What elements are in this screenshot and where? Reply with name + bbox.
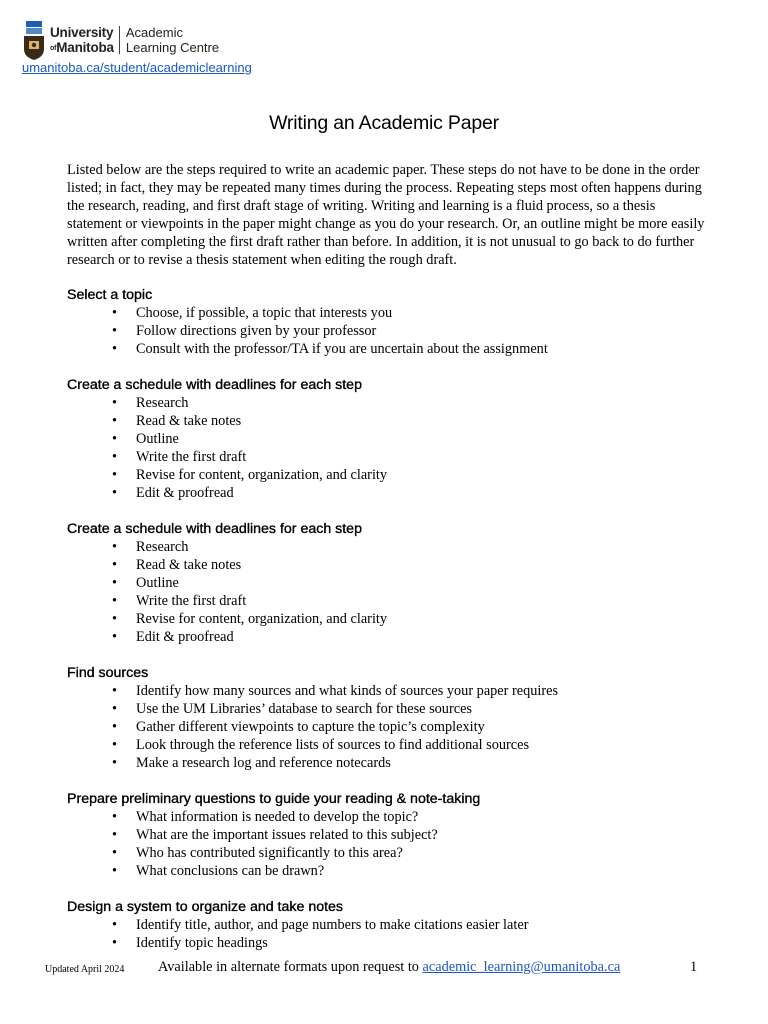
section-preliminary-questions — [67, 790, 727, 880]
section-heading: Create a schedule with deadlines for each step — [67, 377, 362, 393]
logo-manitoba-text: Manitoba — [56, 39, 114, 55]
list-item: • Choose, if possible, a topic that interests you — [67, 304, 727, 322]
list-item: • Research — [67, 538, 727, 556]
list-item: • Make a research log and reference notecards — [67, 754, 727, 772]
alternate-formats-note — [158, 959, 620, 976]
section-select-topic — [67, 286, 727, 358]
bullet-list — [67, 808, 727, 880]
list-item: • Consult with the professor/TA if you are uncertain about the assignment — [67, 340, 727, 358]
section-heading: Design a system to organize and take notes — [67, 899, 344, 915]
list-item: • Follow directions given by your professor — [67, 322, 727, 340]
bullet-list — [67, 394, 727, 502]
university-logo — [22, 18, 219, 62]
logo-department — [126, 25, 219, 55]
logo-divider — [119, 26, 120, 54]
list-item: • Read & take notes — [67, 412, 727, 430]
section-heading: Create a schedule with deadlines for each step — [67, 521, 362, 537]
contact-email-link[interactable]: academic_learning@umanitoba.ca — [422, 959, 621, 975]
list-item: • What are the important issues related to this subject? — [67, 826, 727, 844]
list-item: • Who has contributed significantly to this area? — [67, 844, 727, 862]
section-note-system — [67, 898, 727, 952]
list-item: • Edit & proofread — [67, 484, 727, 502]
university-shield-icon — [22, 19, 46, 61]
section-heading: Find sources — [67, 665, 149, 681]
section-find-sources — [67, 664, 727, 772]
logo-dept-line2: Learning Centre — [125, 40, 220, 55]
alternate-formats-text: Available in alternate formats upon request to — [158, 959, 423, 975]
list-item: • Identify topic headings — [67, 934, 727, 952]
logo-of-text: of — [50, 44, 57, 52]
bullet-list — [67, 538, 727, 646]
academic-learning-link[interactable]: umanitoba.ca/student/academiclearning — [22, 60, 252, 75]
list-item: • Look through the reference lists of sources to find additional sources — [67, 736, 727, 754]
list-item: • Write the first draft — [67, 448, 727, 466]
list-item: • Identify title, author, and page numbers to make citations easier later — [67, 916, 727, 934]
list-item: • What conclusions can be drawn? — [67, 862, 727, 880]
list-item: • Write the first draft — [67, 592, 727, 610]
list-item: • Identify how many sources and what kinds of sources your paper requires — [67, 682, 727, 700]
list-item: • Use the UM Libraries’ database to search for these sources — [67, 700, 727, 718]
section-heading: Prepare preliminary questions to guide your reading & note-taking — [67, 791, 481, 807]
section-schedule — [67, 376, 727, 502]
logo-manitoba-line — [50, 40, 114, 56]
bullet-list — [67, 304, 727, 358]
bullet-list — [67, 682, 727, 772]
list-item: • What information is needed to develop the topic? — [67, 808, 727, 826]
logo-university-text: University — [50, 24, 114, 40]
page-footer — [0, 958, 768, 978]
list-item: • Outline — [67, 430, 727, 448]
list-item: • Read & take notes — [67, 556, 727, 574]
updated-date: Updated April 2024 — [45, 964, 125, 975]
section-schedule-repeat — [67, 520, 727, 646]
list-item: • Revise for content, organization, and clarity — [67, 466, 727, 484]
section-heading: Select a topic — [67, 287, 153, 303]
list-item: • Gather different viewpoints to capture the topic’s complexity — [67, 718, 727, 736]
page-number: 1 — [690, 959, 698, 975]
page-title: Writing an Academic Paper — [269, 112, 499, 134]
list-item: • Outline — [67, 574, 727, 592]
bullet-list — [67, 916, 727, 952]
logo-dept-line1: Academic — [125, 25, 183, 40]
list-item: • Research — [67, 394, 727, 412]
intro-paragraph: Listed below are the steps required to write an academic paper. These steps do not have to be done in the order listed; in fact, they may be repeated many times during the process. Repeating steps most often happens during the research, reading, and first draft stage of writing. Writing and learning is a fluid process, so a thesis statement or viewpoints in the paper might change as you do your research. Or, an outline might be more easily written after completing the first draft rather than before. In addition, it is not unusual to go back to do further research or to revise a thesis statement when editing the rough draft. — [67, 162, 705, 268]
list-item: • Revise for content, organization, and clarity — [67, 610, 727, 628]
steps-content — [67, 286, 727, 970]
logo-university-name — [50, 25, 114, 56]
list-item: • Edit & proofread — [67, 628, 727, 646]
